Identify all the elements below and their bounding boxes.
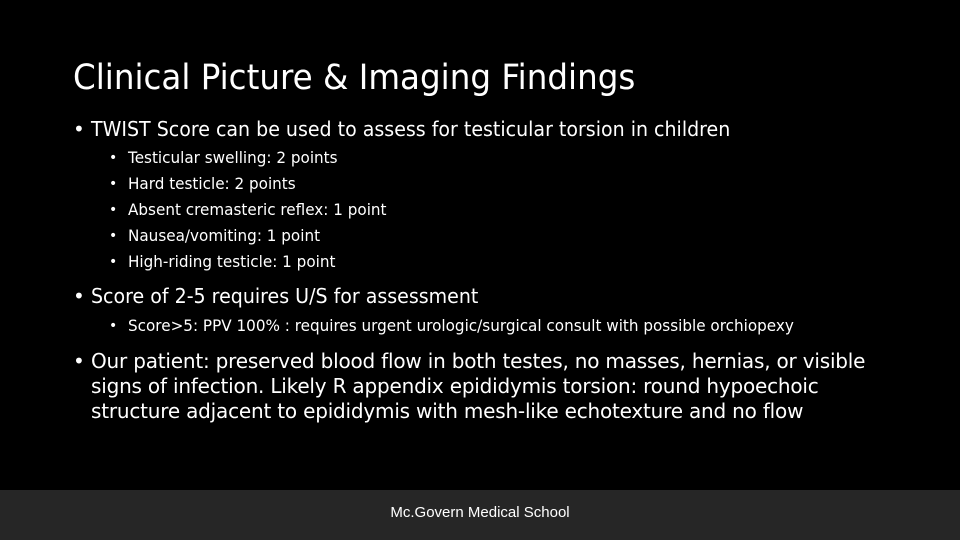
twist-criteria-list bbox=[73, 145, 933, 275]
sub-bullet-text: Nausea/vomiting: 1 point bbox=[128, 226, 321, 245]
sub-bullet bbox=[109, 223, 933, 249]
sub-bullet bbox=[109, 249, 933, 275]
bullet-icon: • bbox=[109, 254, 118, 270]
bullet-our-patient bbox=[73, 349, 933, 424]
bullet-icon: • bbox=[109, 318, 118, 334]
bullet-text: Our patient: preserved blood flow in both testes, no masses, hernias, or visible signs of infection. Likely R appendix epididymis torsion: round hypoechoic structure adjacent to epididymis with mesh-like echotexture and no flow bbox=[91, 349, 866, 423]
sub-bullet bbox=[109, 171, 933, 197]
bullet-text: TWIST Score can be used to assess for testicular torsion in children bbox=[91, 117, 731, 141]
footer-bar bbox=[0, 490, 960, 540]
bullet-icon: • bbox=[109, 228, 118, 244]
bullet-icon: • bbox=[109, 202, 118, 218]
sub-bullet-text: Hard testicle: 2 points bbox=[128, 174, 296, 193]
slide-title: Clinical Picture & Imaging Findings bbox=[73, 58, 636, 98]
bullet-text: Score of 2-5 requires U/S for assessment bbox=[91, 284, 479, 308]
bullet-icon: • bbox=[109, 176, 118, 192]
score-detail-list bbox=[73, 313, 933, 339]
bullet-icon: • bbox=[109, 150, 118, 166]
sub-bullet bbox=[109, 197, 933, 223]
sub-bullet-text: Testicular swelling: 2 points bbox=[128, 148, 338, 167]
bullet-icon: • bbox=[73, 284, 85, 308]
bullet-twist-score bbox=[73, 117, 933, 142]
bullet-icon: • bbox=[73, 117, 85, 141]
slide-body bbox=[73, 117, 933, 424]
sub-bullet-text: High-riding testicle: 1 point bbox=[128, 252, 336, 271]
sub-bullet-text: Score>5: PPV 100% : requires urgent urologic/surgical consult with possible orchiopexy bbox=[128, 316, 794, 335]
sub-bullet-text: Absent cremasteric reflex: 1 point bbox=[128, 200, 387, 219]
bullet-score-range bbox=[73, 284, 933, 309]
sub-bullet bbox=[109, 145, 933, 171]
sub-bullet bbox=[109, 313, 933, 339]
bullet-icon: • bbox=[73, 349, 85, 373]
footer-text: Mc.Govern Medical School bbox=[390, 504, 570, 521]
